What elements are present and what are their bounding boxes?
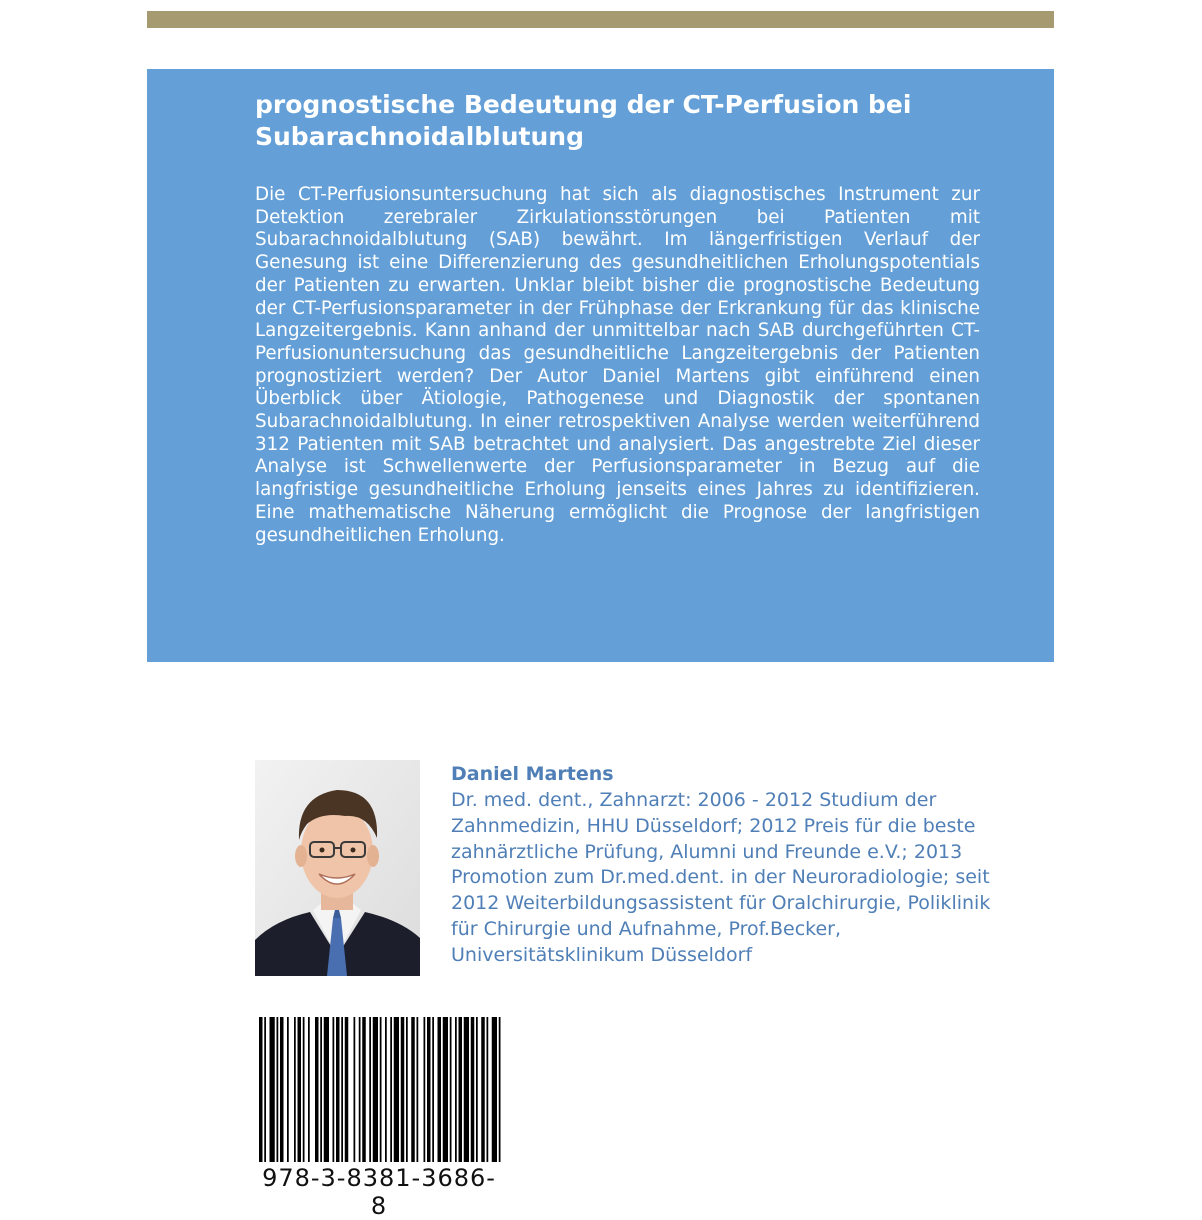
barcode-bar — [294, 1017, 296, 1162]
barcode-bar — [270, 1017, 275, 1162]
barcode-bar — [401, 1017, 405, 1162]
barcode-bar — [308, 1017, 310, 1162]
barcode-bar — [455, 1017, 457, 1162]
barcode-bar — [373, 1017, 378, 1162]
barcode-bar — [499, 1017, 501, 1162]
barcode-bar — [303, 1017, 305, 1162]
barcode-bar — [487, 1017, 489, 1162]
barcode-bar — [324, 1017, 329, 1162]
barcode-bar — [476, 1017, 478, 1162]
author-section — [451, 761, 996, 969]
barcode-bar — [380, 1017, 382, 1162]
barcode-bar — [280, 1017, 284, 1162]
barcode-bar — [438, 1017, 442, 1162]
barcode-bar — [427, 1017, 431, 1162]
barcode-bar — [354, 1017, 356, 1162]
barcode-bar — [424, 1017, 426, 1162]
barcode-bar — [417, 1017, 419, 1162]
barcode-bar — [406, 1017, 408, 1162]
barcode-bar — [362, 1017, 366, 1162]
barcode-bar — [287, 1017, 289, 1162]
barcode-bar — [481, 1017, 485, 1162]
barcode-bar — [345, 1017, 349, 1162]
book-title: prognostische Bedeutung der CT-Perfusion bei Subarachnoidalblutung — [255, 90, 912, 151]
barcode-bar — [390, 1017, 392, 1162]
barcode-bar — [341, 1017, 343, 1162]
barcode-bar — [471, 1017, 475, 1162]
top-decorative-bar — [147, 11, 1054, 28]
barcode-bar — [315, 1017, 319, 1162]
barcode-bar — [443, 1017, 448, 1162]
description-panel — [147, 69, 1054, 662]
barcode-bar — [394, 1017, 399, 1162]
barcode-bar — [369, 1017, 371, 1162]
barcode-bar — [336, 1017, 340, 1162]
barcode-bar — [333, 1017, 335, 1162]
isbn-barcode — [255, 1017, 503, 1162]
barcode-bar — [432, 1017, 434, 1162]
barcode-bar — [385, 1017, 387, 1162]
barcode-bar — [264, 1017, 266, 1162]
author-photo — [255, 760, 420, 976]
author-bio: Dr. med. dent., Zahnarzt: 2006 - 2012 Studium der Zahnmedizin, HHU Düsseldorf; 2012 Preis für die beste zahnärztliche Prüfung, Alumni und Freunde e.V.; 2013 Promotion zum Dr.med.dent. in der Neuroradiologie; seit 2012 Weiterbildungsassistent für Oralchirurgie, Poliklinik für Chirurgie und Aufnahme, Prof.Becker, Universitätsklinikum Düsseldorf — [451, 789, 991, 966]
barcode-bar — [259, 1017, 263, 1162]
barcode-bar — [450, 1017, 452, 1162]
barcode-bar — [492, 1017, 497, 1162]
barcode-bar — [459, 1017, 463, 1162]
barcode-bar — [277, 1017, 279, 1162]
barcode-bar — [411, 1017, 415, 1162]
barcode-bar — [359, 1017, 361, 1162]
barcode-bar — [464, 1017, 469, 1162]
barcode-bar — [320, 1017, 322, 1162]
book-abstract: Die CT-Perfusionsuntersuchung hat sich als diagnostisches Instrument zur Detektion zerebraler Zirkulationsstörungen bei Patienten mit Subarachnoidalblutung (SAB) bewährt. Im längerfristigen Verlauf der Genesung ist eine Differenzierung des gesundheitlichen Erholungspotentials der Patienten zu erwarten. Unklar bleibt bisher die prognostische Bedeutung der CT-Perfusionsparameter in der Frühphase der Erkrankung für das klinische Langzeitergebnis. Kann anhand der unmittelbar nach SAB durchgeführten CT-Perfusionuntersuchung das gesundheitliche Langzeitergebnis der Patienten prognostiziert werden? Der Autor Daniel Martens gibt einführend einen Überblick über Ätiologie, Pathogenese und Diagnostik der spontanen Subarachnoidalblutung. In einer retrospektiven Analyse werden weiterführend 312 Patienten mit SAB betrachtet und analysiert. Das angestrebte Ziel dieser Analyse ist Schwellenwerte der Perfusionsparameter in Bezug auf die langfristige gesundheitliche Erholung jenseits eines Jahres zu identifizieren. Eine mathematische Näherung ermöglicht die Prognose der langfristigen gesundheitlichen Erholung. — [255, 184, 980, 546]
barcode-bar — [298, 1017, 302, 1162]
author-name: Daniel Martens — [451, 763, 614, 785]
isbn-number: 978-3-8381-3686-8 — [262, 1164, 496, 1220]
